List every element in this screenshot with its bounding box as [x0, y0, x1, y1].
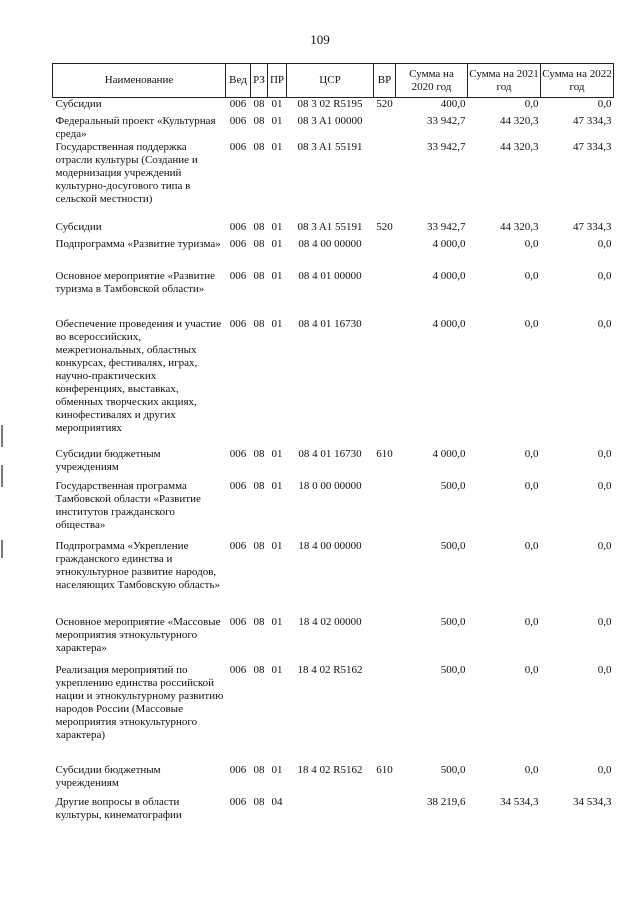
row-name: Основное мероприятие «Развитие туризма в Тамбовской области»: [55, 269, 216, 295]
row-rz: 08: [253, 663, 265, 676]
row-vr: [374, 540, 396, 616]
row-sum-2022: 0,0: [597, 615, 612, 628]
row-csr: 08 3 A1 00000: [297, 114, 363, 127]
row-sum-2020: 4 000,0: [432, 269, 466, 282]
row-sum-2021: 0,0: [524, 615, 539, 628]
header-sum-2020: Сумма на 2020 год: [396, 64, 468, 98]
row-name: Субсидии: [55, 98, 102, 110]
row-sum-2022: 47 334,3: [573, 140, 612, 153]
row-csr: 08 4 00 00000: [298, 237, 362, 250]
row-vr: [374, 318, 396, 448]
margin-mark: [1, 540, 3, 558]
row-sum-2022: 47 334,3: [573, 114, 612, 127]
margin-mark: [1, 465, 3, 487]
row-ved: 006: [229, 220, 247, 233]
row-sum-2021: 44 320,3: [500, 140, 539, 153]
row-vr: 610: [376, 763, 393, 776]
row-ved: 006: [229, 140, 247, 153]
row-pr: 01: [271, 98, 283, 110]
row-pr: 01: [271, 317, 283, 330]
row-vr: [374, 270, 396, 318]
row-ved: 006: [229, 479, 247, 492]
row-rz: 08: [253, 317, 265, 330]
row-sum-2022: 0,0: [597, 663, 612, 676]
row-sum-2022: 34 534,3: [573, 795, 612, 808]
row-name: Обеспечение проведения и участие во всероссийских, межрегиональных, областных конкурсах, фестивалях, играх, научно-практических конференциях, выставках, обменных творческих акциях, кинофестивалях и других мероприятиях: [55, 317, 222, 434]
row-name: Государственная поддержка отрасли культуры (Создание и модернизация учреждений культурно-досугового типа в сельской местности): [55, 140, 198, 205]
row-sum-2021: 0,0: [524, 447, 539, 460]
margin-mark: [1, 425, 3, 447]
row-vr: [374, 796, 396, 826]
row-rz: 08: [253, 447, 265, 460]
row-pr: 01: [271, 114, 283, 127]
row-ved: 006: [229, 98, 247, 110]
table-row: [53, 221, 614, 238]
row-csr: 18 4 02 R5162: [297, 763, 363, 776]
row-sum-2022: 0,0: [597, 447, 612, 460]
row-csr: 18 4 02 R5162: [297, 663, 363, 676]
row-vr: [374, 238, 396, 270]
row-name: Основное мероприятие «Массовые мероприятия этнокультурного характера»: [55, 615, 221, 654]
row-sum-2022: 0,0: [597, 317, 612, 330]
row-vr: [374, 141, 396, 221]
row-sum-2022: 0,0: [597, 539, 612, 552]
table-row: [53, 318, 614, 448]
row-csr: 08 4 01 16730: [298, 317, 362, 330]
table-row: [53, 616, 614, 664]
row-name: Подпрограмма «Укрепление гражданского единства и этнокультурное развитие народов, населяющих Тамбовскую область»: [55, 539, 220, 591]
row-rz: 08: [253, 763, 265, 776]
row-rz: 08: [253, 479, 265, 492]
row-sum-2020: 500,0: [440, 663, 466, 676]
row-pr: 01: [271, 615, 283, 628]
row-ved: 006: [229, 763, 247, 776]
row-sum-2022: 47 334,3: [573, 220, 612, 233]
row-vr: 520: [376, 98, 393, 110]
header-csr: ЦСР: [287, 64, 374, 98]
header-pr: ПР: [268, 64, 287, 98]
row-rz: 08: [253, 237, 265, 250]
row-pr: 01: [271, 447, 283, 460]
row-sum-2020: 33 942,7: [427, 220, 466, 233]
table-row: [53, 448, 614, 480]
table-row: [53, 664, 614, 764]
row-csr: 08 4 01 00000: [298, 269, 362, 282]
row-sum-2020: 500,0: [440, 763, 466, 776]
row-rz: 08: [253, 795, 265, 808]
table-row: [53, 270, 614, 318]
row-pr: 04: [271, 795, 283, 808]
row-rz: 08: [253, 114, 265, 127]
row-sum-2021: 0,0: [524, 237, 539, 250]
row-vr: [374, 664, 396, 764]
header-rz: РЗ: [251, 64, 268, 98]
row-pr: 01: [271, 663, 283, 676]
row-rz: 08: [253, 220, 265, 233]
row-sum-2020: 500,0: [440, 479, 466, 492]
row-vr: 520: [376, 220, 393, 233]
row-name: Реализация мероприятий по укреплению единства российской нации и этнокультурному развитию народов России (Массовые мероприятия этнокультурного характера): [55, 663, 224, 741]
row-pr: 01: [271, 479, 283, 492]
row-pr: 01: [271, 539, 283, 552]
row-csr: 18 0 00 00000: [298, 479, 362, 492]
row-sum-2020: 400,0: [440, 98, 466, 110]
row-ved: 006: [229, 114, 247, 127]
row-name: Государственная программа Тамбовской области «Развитие институтов гражданского общества»: [55, 479, 201, 531]
page-number: 109: [310, 32, 330, 47]
header-ved: Вед: [226, 64, 251, 98]
row-sum-2021: 0,0: [524, 98, 539, 110]
row-sum-2020: 4 000,0: [432, 237, 466, 250]
row-name: Федеральный проект «Культурная среда»: [55, 114, 216, 140]
row-sum-2022: 0,0: [597, 763, 612, 776]
row-vr: 610: [376, 447, 393, 460]
row-rz: 08: [253, 539, 265, 552]
row-sum-2020: 500,0: [440, 615, 466, 628]
row-sum-2021: 44 320,3: [500, 114, 539, 127]
row-sum-2020: 4 000,0: [432, 447, 466, 460]
table-row: [53, 764, 614, 796]
row-rz: 08: [253, 269, 265, 282]
row-csr: 08 3 A1 55191: [297, 220, 363, 233]
row-name: Субсидии: [55, 220, 102, 233]
row-vr: [374, 480, 396, 540]
header-name: Наименование: [53, 64, 226, 98]
row-ved: 006: [229, 539, 247, 552]
row-sum-2022: 0,0: [597, 98, 612, 110]
header-sum-2021: Сумма на 2021 год: [468, 64, 541, 98]
row-sum-2021: 0,0: [524, 317, 539, 330]
table-row: [53, 796, 614, 826]
row-sum-2021: 44 320,3: [500, 220, 539, 233]
row-pr: 01: [271, 269, 283, 282]
table-row: [53, 141, 614, 221]
row-ved: 006: [229, 317, 247, 330]
row-pr: 01: [271, 763, 283, 776]
row-csr: 18 4 00 00000: [298, 539, 362, 552]
header-vr: ВР: [374, 64, 396, 98]
row-ved: 006: [229, 269, 247, 282]
table-row: [53, 480, 614, 540]
row-csr: 18 4 02 00000: [298, 615, 362, 628]
row-sum-2022: 0,0: [597, 269, 612, 282]
budget-table: [52, 63, 614, 826]
row-pr: 01: [271, 140, 283, 153]
header-sum-2022: Сумма на 2022 год: [541, 64, 614, 98]
table-body: [53, 98, 614, 826]
row-csr: 08 3 A1 55191: [297, 140, 363, 153]
row-name: Субсидии бюджетным учреждениям: [55, 447, 161, 473]
row-sum-2020: 33 942,7: [427, 114, 466, 127]
row-ved: 006: [229, 795, 247, 808]
row-name: Подпрограмма «Развитие туризма»: [55, 237, 221, 250]
table-row: [53, 98, 614, 115]
row-sum-2021: 0,0: [524, 479, 539, 492]
row-sum-2020: 500,0: [440, 539, 466, 552]
row-ved: 006: [229, 615, 247, 628]
row-pr: 01: [271, 220, 283, 233]
row-name: Другие вопросы в области культуры, кинематографии: [55, 795, 182, 821]
row-sum-2021: 0,0: [524, 763, 539, 776]
row-vr: [374, 616, 396, 664]
row-sum-2020: 38 219,6: [427, 795, 466, 808]
table-row: [53, 540, 614, 616]
row-sum-2021: 0,0: [524, 269, 539, 282]
table-row: [53, 115, 614, 141]
table-header: [53, 64, 614, 98]
row-sum-2021: 0,0: [524, 663, 539, 676]
row-pr: 01: [271, 237, 283, 250]
row-sum-2020: 4 000,0: [432, 317, 466, 330]
row-ved: 006: [229, 663, 247, 676]
row-rz: 08: [253, 615, 265, 628]
row-sum-2021: 34 534,3: [500, 795, 539, 808]
row-sum-2020: 33 942,7: [427, 140, 466, 153]
row-sum-2021: 0,0: [524, 539, 539, 552]
table-row: [53, 238, 614, 270]
row-csr: 08 3 02 R5195: [297, 98, 363, 110]
row-ved: 006: [229, 447, 247, 460]
row-rz: 08: [253, 98, 265, 110]
row-vr: [374, 115, 396, 141]
row-sum-2022: 0,0: [597, 237, 612, 250]
row-csr: [287, 796, 374, 826]
row-ved: 006: [229, 237, 247, 250]
row-name: Субсидии бюджетным учреждениям: [55, 763, 161, 789]
row-rz: 08: [253, 140, 265, 153]
row-sum-2022: 0,0: [597, 479, 612, 492]
row-csr: 08 4 01 16730: [298, 447, 362, 460]
